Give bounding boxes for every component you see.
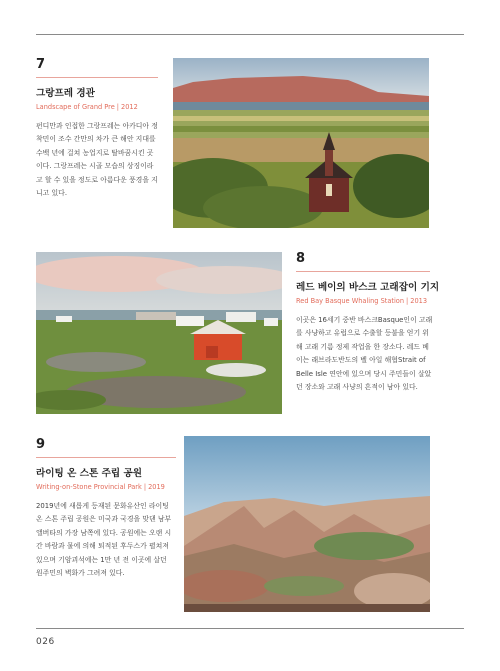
subtitle-name: Red Bay Basque Whaling Station xyxy=(296,297,405,305)
body-line: 수백 년에 걸쳐 농업지로 탈바꿈시킨 곳 xyxy=(36,148,154,157)
entry-number: 9 xyxy=(36,437,46,452)
entry-title: 그랑프레 경관 xyxy=(36,88,95,99)
body-line: 간 바람과 물에 의해 퇴적된 후두스가 펼쳐져 xyxy=(36,542,169,551)
entry-9 xyxy=(36,438,176,580)
page-number: 026 xyxy=(36,637,55,647)
number-underline xyxy=(36,77,158,78)
entry-number: 8 xyxy=(296,251,306,266)
entry-7 xyxy=(36,58,158,200)
entry-body xyxy=(296,314,433,394)
body-line: 니고 있다. xyxy=(36,189,68,198)
subtitle-separator: | xyxy=(143,483,147,491)
number-underline xyxy=(296,271,430,272)
subtitle-separator: | xyxy=(116,103,120,111)
entry-subtitle xyxy=(296,297,430,306)
entry-body xyxy=(36,500,176,580)
subtitle-year: 2013 xyxy=(410,297,428,305)
number-underline xyxy=(36,457,176,458)
red-bay-photo xyxy=(36,252,282,414)
entry-title: 라이팅 온 스톤 주립 공원 xyxy=(36,468,143,479)
body-line: 를 사냥하고 유럽으로 수출할 등불을 얻기 위 xyxy=(296,329,429,338)
writing-on-stone-photo xyxy=(184,436,430,612)
body-line: Belle Isle 연안에 있으며 당시 주민들이 살았 xyxy=(296,369,432,378)
body-line: 이다. 그랑프레는 시골 모습의 상징이라 xyxy=(36,162,154,171)
subtitle-year: 2019 xyxy=(148,483,165,491)
top-rule xyxy=(36,34,464,35)
body-line: 온 스톤 주립 공원은 미국과 국경을 맞댄 남부 xyxy=(36,515,172,524)
entry-subtitle xyxy=(36,483,176,492)
body-line: 이는 래브라도반도의 벨 아일 해협Strait of xyxy=(296,356,426,365)
entry-8 xyxy=(296,251,440,394)
entry-body xyxy=(36,120,158,200)
entry-subtitle xyxy=(36,103,158,112)
body-line: 원주민의 벽화가 그려져 있다. xyxy=(36,569,125,578)
entry-number: 7 xyxy=(36,57,46,72)
body-line: 2019년에 새롭게 등재된 문화유산인 라이팅 xyxy=(36,502,169,510)
subtitle-year: 2012 xyxy=(121,103,138,111)
grand-pre-church-photo xyxy=(173,58,429,228)
body-line: 이곳은 16세기 중반 바스크Basque인이 고래 xyxy=(296,316,433,324)
subtitle-name: Landscape of Grand Pre xyxy=(36,103,115,111)
body-line: 펀디만과 인접한 그랑프레는 아카디아 정 xyxy=(36,122,158,130)
body-line: 있으며 기암괴석에는 1만 년 전 이곳에 살던 xyxy=(36,555,167,564)
subtitle-name: Writing-on-Stone Provincial Park xyxy=(36,483,142,491)
bottom-rule xyxy=(36,628,464,629)
body-line: 착민이 조수 간만의 차가 큰 해안 지대를 xyxy=(36,135,156,144)
subtitle-separator: | xyxy=(406,297,409,305)
body-line: 앨버타의 가장 남쪽에 있다. 공원에는 오랜 시 xyxy=(36,528,172,537)
body-line: 해 고래 기름 정제 작업을 한 장소다. 레드 베 xyxy=(296,342,429,351)
entry-title: 레드 베이의 바스크 고래잡이 기지 xyxy=(296,282,440,293)
body-line: 고 할 수 있을 정도로 아름다운 풍경을 지 xyxy=(36,175,158,184)
body-line: 던 장소와 고래 사냥의 흔적이 남아 있다. xyxy=(296,383,418,392)
